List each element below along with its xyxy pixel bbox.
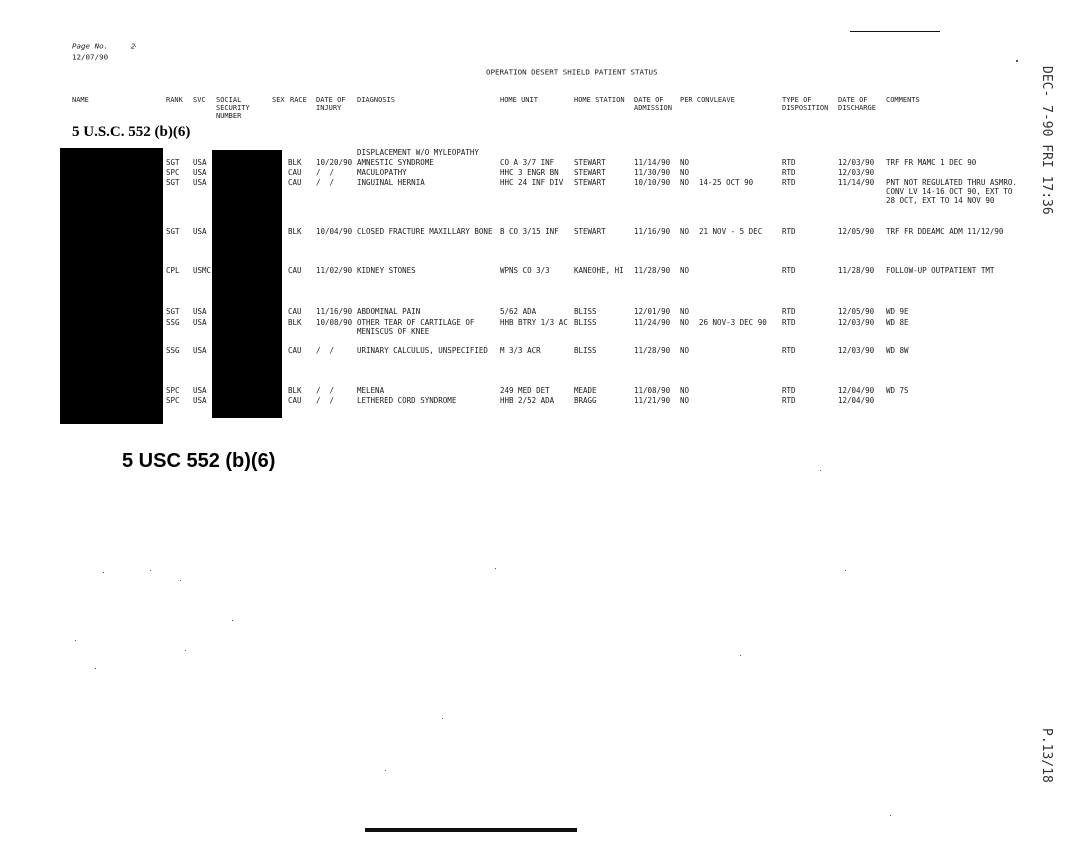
speck <box>185 650 186 651</box>
speck <box>150 570 151 571</box>
speck <box>180 580 181 581</box>
cell-home-unit: 5/62 ADA <box>500 307 537 316</box>
cell-date-admission: 11/24/90 <box>634 318 671 327</box>
cell-home-station: STEWART <box>574 178 606 187</box>
cell-race: CAU <box>288 396 302 405</box>
speck <box>1016 60 1018 62</box>
cell-home-station: STEWART <box>574 168 606 177</box>
cell-diagnosis: ABDOMINAL PAIN <box>357 307 421 316</box>
cell-disp: RTD <box>782 386 796 395</box>
cell-comments: WD 7S <box>886 386 909 395</box>
cell-race: CAU <box>288 307 302 316</box>
cell-svc: USA <box>193 178 207 187</box>
cell-race: BLK <box>288 318 302 327</box>
cell-comments: TRF FR DDEAMC ADM 11/12/90 <box>886 227 1004 236</box>
cell-diagnosis: DISPLACEMENT W/O MYLEOPATHY <box>357 148 479 157</box>
speck <box>495 568 496 569</box>
cell-date-injury: / / <box>316 386 335 395</box>
cell-date-admission: 11/28/90 <box>634 266 671 275</box>
cell-diagnosis: CLOSED FRACTURE MAXILLARY BONE <box>357 227 493 236</box>
speck <box>820 470 821 471</box>
col-header-type-disposition: TYPE OF DISPOSITION <box>782 96 829 112</box>
col-header-per-convleave: PER CONVLEAVE <box>680 96 735 104</box>
speck <box>135 46 136 47</box>
cell-disp: RTD <box>782 158 796 167</box>
cell-date-injury: 10/20/90 <box>316 158 353 167</box>
cell-rank: SPC <box>166 386 180 395</box>
cell-home-unit: 249 MED DET <box>500 386 550 395</box>
cell-svc: USA <box>193 168 207 177</box>
col-header-sex: SEX <box>272 96 285 104</box>
cell-discharge: 12/04/90 <box>838 396 875 405</box>
cell-svc: USA <box>193 318 207 327</box>
cell-race: CAU <box>288 168 302 177</box>
cell-home-station: BLISS <box>574 346 597 355</box>
cell-discharge: 12/03/90 <box>838 318 875 327</box>
speck <box>385 770 386 771</box>
speck <box>845 570 846 571</box>
cell-disp: RTD <box>782 227 796 236</box>
col-header-comments: COMMENTS <box>886 96 920 104</box>
cell-race: CAU <box>288 346 302 355</box>
col-header-date-discharge: DATE OF DISCHARGE <box>838 96 876 112</box>
cell-home-station: STEWART <box>574 158 606 167</box>
cell-discharge: 11/14/90 <box>838 178 875 187</box>
cell-race: CAU <box>288 266 302 275</box>
cell-rank: SGT <box>166 158 180 167</box>
cell-date-injury: 10/08/90 <box>316 318 353 327</box>
cell-rank: SGT <box>166 227 180 236</box>
cell-disp: RTD <box>782 346 796 355</box>
cell-diagnosis: LETHERED CORD SYNDROME <box>357 396 457 405</box>
cell-comments: WD 9E <box>886 307 909 316</box>
cell-per: NO <box>680 318 690 327</box>
cell-date-injury: / / <box>316 346 335 355</box>
cell-race: CAU <box>288 178 302 187</box>
cell-home-station: STEWART <box>574 227 606 236</box>
cell-date-admission: 11/21/90 <box>634 396 671 405</box>
cell-comments: WD 8E <box>886 318 909 327</box>
speck <box>442 718 443 719</box>
cell-svc: USA <box>193 396 207 405</box>
cell-home-unit: HHC 3 ENGR BN <box>500 168 559 177</box>
col-header-home-unit: HOME UNIT <box>500 96 538 104</box>
cell-disp: RTD <box>782 396 796 405</box>
cell-discharge: 12/05/90 <box>838 307 875 316</box>
cell-rank: SPC <box>166 168 180 177</box>
speck <box>95 668 96 669</box>
fax-timestamp: DEC- 7-90 FRI 17:36 <box>1039 66 1054 215</box>
cell-per: NO <box>680 396 690 405</box>
cell-date-admission: 11/28/90 <box>634 346 671 355</box>
cell-diagnosis: MELENA <box>357 386 385 395</box>
cell-date-admission: 11/14/90 <box>634 158 671 167</box>
cell-svc: USA <box>193 227 207 236</box>
col-header-race: RACE <box>290 96 307 104</box>
cell-disp: RTD <box>782 178 796 187</box>
cell-home-unit: M 3/3 ACR <box>500 346 541 355</box>
cell-discharge: 12/03/90 <box>838 346 875 355</box>
cell-home-station: MEADE <box>574 386 597 395</box>
cell-diagnosis: INGUINAL HERNIA <box>357 178 425 187</box>
cell-comments: FOLLOW-UP OUTPATIENT TMT <box>886 266 995 275</box>
cell-diagnosis: URINARY CALCULUS, UNSPECIFIED <box>357 346 488 355</box>
cell-per: NO <box>680 178 690 187</box>
cell-discharge: 11/28/90 <box>838 266 875 275</box>
print-date: 12/07/90 <box>72 53 109 62</box>
exemption-stamp-top: 5 U.S.C. 552 (b)(6) <box>72 124 191 140</box>
cell-per: NO <box>680 168 690 177</box>
cell-per: NO <box>680 266 690 275</box>
cell-disp: RTD <box>782 266 796 275</box>
cell-rank: SSG <box>166 346 180 355</box>
cell-home-unit: CO A 3/7 INF <box>500 158 555 167</box>
cell-date-injury: / / <box>316 396 335 405</box>
exemption-stamp-bottom: 5 USC 552 (b)(6) <box>122 450 276 472</box>
cell-disp: RTD <box>782 307 796 316</box>
cell-home-station: BRAGG <box>574 396 597 405</box>
report-title: OPERATION DESERT SHIELD PATIENT STATUS <box>486 68 658 77</box>
cell-race: BLK <box>288 158 302 167</box>
cell-date-injury: 11/16/90 <box>316 307 353 316</box>
cell-per: NO <box>680 346 690 355</box>
cell-rank: SGT <box>166 178 180 187</box>
cell-home-unit: HHB BTRY 1/3 AC <box>500 318 568 327</box>
col-header-rank: RANK <box>166 96 183 104</box>
speck <box>890 815 891 816</box>
col-header-date-admission: DATE OF ADMISSION <box>634 96 672 112</box>
cell-disp: RTD <box>782 318 796 327</box>
cell-home-unit: B CO 3/15 INF <box>500 227 559 236</box>
cell-race: BLK <box>288 386 302 395</box>
cell-leave: 21 NOV - 5 DEC <box>699 227 763 236</box>
cell-home-unit: HHB 2/52 ADA <box>500 396 555 405</box>
cell-discharge: 12/04/90 <box>838 386 875 395</box>
scan-bar-bottom <box>365 828 577 832</box>
fax-page-number: P.13/18 <box>1039 728 1054 783</box>
cell-diagnosis: KIDNEY STONES <box>357 266 416 275</box>
cell-diagnosis: MACULOPATHY <box>357 168 407 177</box>
col-header-name: NAME <box>72 96 89 104</box>
cell-rank: SGT <box>166 307 180 316</box>
cell-leave: 14-25 OCT 90 <box>699 178 754 187</box>
cell-comments: PNT NOT REGULATED THRU ASMRO. CONV LV 14-16 OCT 90, EXT TO 28 OCT, EXT TO 14 NOV 90 <box>886 178 1017 205</box>
cell-discharge: 12/03/90 <box>838 168 875 177</box>
cell-date-admission: 11/08/90 <box>634 386 671 395</box>
cell-diagnosis: AMNESTIC SYNDROME <box>357 158 434 167</box>
redaction-block-names <box>60 148 163 424</box>
page-number: 2 <box>130 42 136 51</box>
cell-home-unit: WPNS CO 3/3 <box>500 266 550 275</box>
cell-rank: SPC <box>166 396 180 405</box>
cell-diagnosis: OTHER TEAR OF CARTILAGE OF MENISCUS OF KNEE <box>357 318 475 336</box>
page-label: Page No. <box>72 42 109 51</box>
col-header-ssn: SOCIAL SECURITY NUMBER <box>216 96 250 120</box>
speck <box>740 655 741 656</box>
col-header-date-injury: DATE OF INJURY <box>316 96 346 112</box>
cell-date-injury: / / <box>316 178 335 187</box>
cell-home-station: BLISS <box>574 307 597 316</box>
speck <box>103 572 104 573</box>
col-header-home-station: HOME STATION <box>574 96 625 104</box>
cell-race: BLK <box>288 227 302 236</box>
redaction-block-ssn <box>212 150 282 418</box>
cell-date-injury: 11/02/90 <box>316 266 353 275</box>
col-header-diagnosis: DIAGNOSIS <box>357 96 395 104</box>
cell-rank: SSG <box>166 318 180 327</box>
cell-per: NO <box>680 386 690 395</box>
speck <box>75 640 76 641</box>
cell-svc: USA <box>193 158 207 167</box>
cell-date-admission: 10/10/90 <box>634 178 671 187</box>
cell-per: NO <box>680 227 690 236</box>
cell-date-admission: 11/30/90 <box>634 168 671 177</box>
cell-date-injury: / / <box>316 168 335 177</box>
cell-home-unit: HHC 24 INF DIV <box>500 178 564 187</box>
cell-svc: USMC <box>193 266 212 275</box>
cell-per: NO <box>680 158 690 167</box>
cell-discharge: 12/05/90 <box>838 227 875 236</box>
col-header-svc: SVC <box>193 96 206 104</box>
cell-home-station: KANEOHE, HI <box>574 266 624 275</box>
cell-date-injury: 10/04/90 <box>316 227 353 236</box>
cell-discharge: 12/03/90 <box>838 158 875 167</box>
cell-leave: 26 NOV-3 DEC 90 <box>699 318 767 327</box>
cell-svc: USA <box>193 346 207 355</box>
cell-per: NO <box>680 307 690 316</box>
cell-comments: TRF FR MAMC 1 DEC 90 <box>886 158 977 167</box>
cell-comments: WD 8W <box>886 346 909 355</box>
scan-line-top <box>850 31 940 32</box>
cell-svc: USA <box>193 307 207 316</box>
speck <box>232 620 233 621</box>
cell-rank: CPL <box>166 266 180 275</box>
cell-date-admission: 12/01/90 <box>634 307 671 316</box>
cell-disp: RTD <box>782 168 796 177</box>
cell-svc: USA <box>193 386 207 395</box>
page-number-label <box>72 42 135 51</box>
cell-home-station: BLISS <box>574 318 597 327</box>
cell-date-admission: 11/16/90 <box>634 227 671 236</box>
